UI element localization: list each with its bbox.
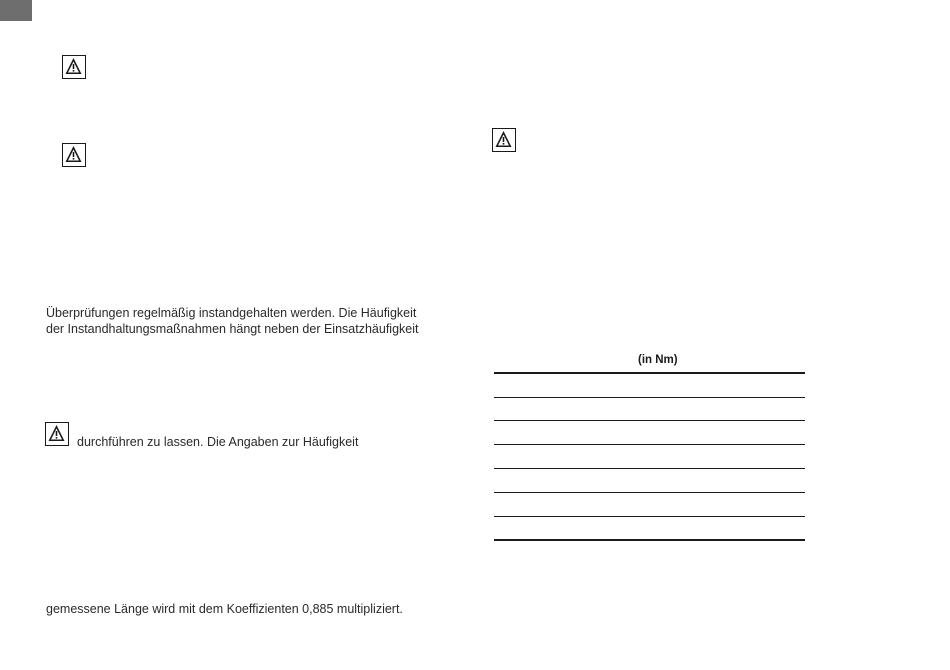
table-rule (494, 516, 805, 517)
warning-triangle-icon (62, 143, 86, 167)
paragraph-line: Überprüfungen regelmäßig instandgehalten werden. Die Häufigkeit (46, 306, 417, 320)
paragraph-line: der Instandhaltungsmaßnahmen hängt neben der Einsatzhäufigkeit (46, 322, 419, 336)
table-header-unit: (in Nm) (638, 354, 678, 366)
table-rule (494, 444, 805, 445)
table-rule (494, 468, 805, 469)
warning-triangle-icon (492, 128, 516, 152)
table-rule (494, 372, 805, 374)
warning-note-text: durchführen zu lassen. Die Angaben zur Häufigkeit (77, 435, 359, 449)
table-rule (494, 539, 805, 541)
warning-triangle-icon (45, 422, 69, 446)
page-corner-tab (0, 0, 32, 21)
table-rule (494, 492, 805, 493)
paragraph-line: gemessene Länge wird mit dem Koeffizienten 0,885 multipliziert. (46, 602, 403, 616)
table-rule (494, 420, 805, 421)
warning-triangle-icon (62, 55, 86, 79)
table-rule (494, 397, 805, 398)
